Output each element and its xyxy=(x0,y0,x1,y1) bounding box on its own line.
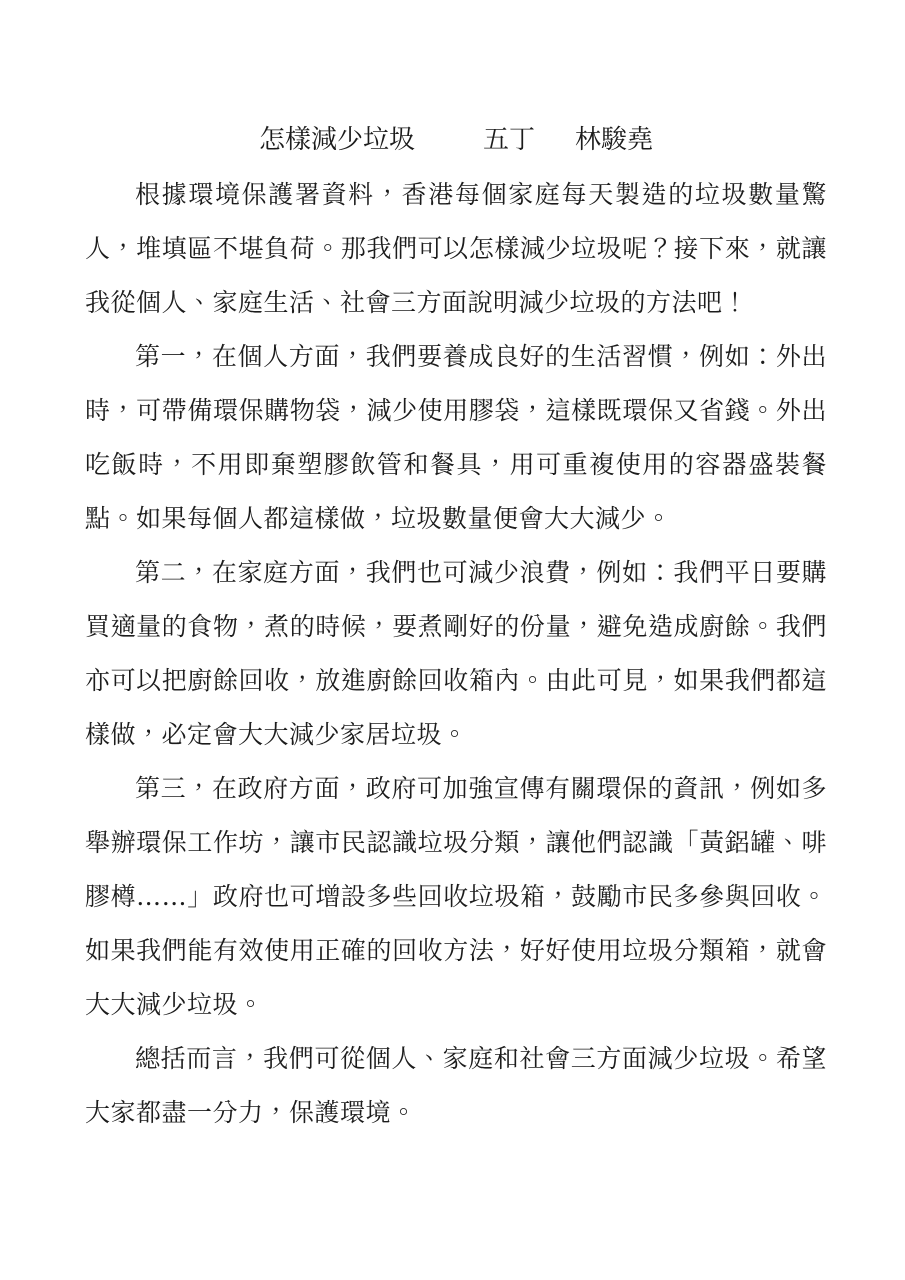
essay-paragraph-intro: 根據環境保護署資料，香港每個家庭每天製造的垃圾數量驚人，堆填區不堪負荷。那我們可以怎樣減少垃圾呢？接下來，就讓我從個人、家庭生活、社會三方面說明減少垃圾的方法吧！ xyxy=(85,180,827,317)
essay-title xyxy=(85,112,827,168)
essay-body xyxy=(85,168,827,1140)
student-name: 林駿堯 xyxy=(575,125,654,155)
student-class: 五丁 xyxy=(482,125,535,155)
essay-title-text: 怎樣減少垃圾 xyxy=(258,125,415,155)
essay-paragraph-family: 第二，在家庭方面，我們也可減少浪費，例如：我們平日要購買適量的食物，煮的時候，要煮剛好的份量，避免造成廚餘。我們亦可以把廚餘回收，放進廚餘回收箱內。由此可見，如果我們都這樣做，必定會大大減少家居垃圾。 xyxy=(85,558,827,749)
essay-paragraph-personal: 第一，在個人方面，我們要養成良好的生活習慣，例如：外出時，可帶備環保購物袋，減少使用膠袋，這樣既環保又省錢。外出吃飯時，不用即棄塑膠飲管和餐具，用可重複使用的容器盛裝餐點。如果每個人都這樣做，垃圾數量便會大大減少。 xyxy=(85,342,827,533)
essay-paragraph-government: 第三，在政府方面，政府可加強宣傳有關環保的資訊，例如多舉辦環保工作坊，讓市民認識垃圾分類，讓他們認識「黃鋁罐、啡膠樽……」政府也可增設多些回收垃圾箱，鼓勵市民多參與回收。如果我們能有效使用正確的回收方法，好好使用垃圾分類箱，就會大大減少垃圾。 xyxy=(85,774,827,1019)
essay-paragraph-conclusion: 總括而言，我們可從個人、家庭和社會三方面減少垃圾。希望大家都盡一分力，保護環境。 xyxy=(85,1044,827,1127)
